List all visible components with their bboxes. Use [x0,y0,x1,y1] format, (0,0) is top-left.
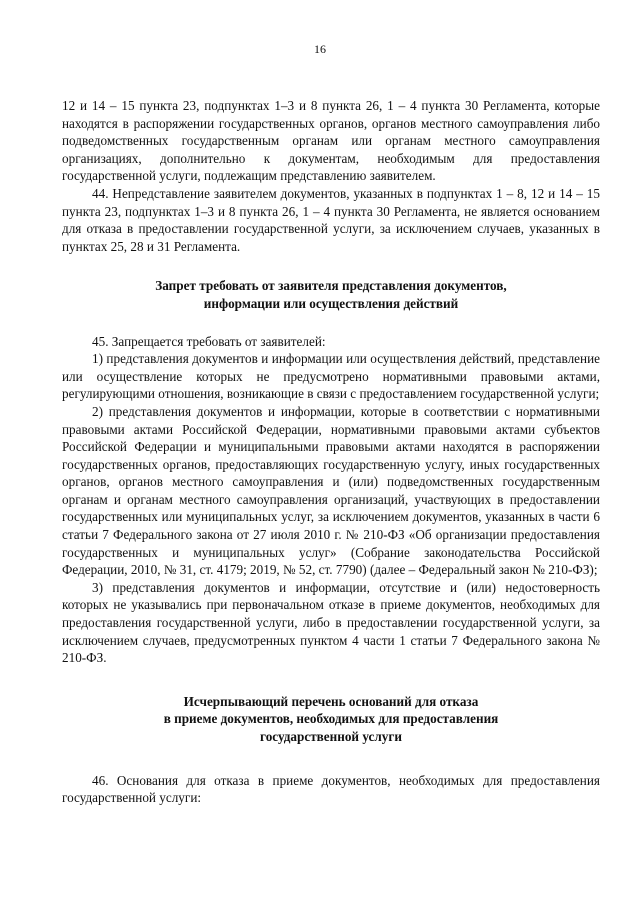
section-heading-prohibition [62,277,600,312]
section-heading-refusal-grounds [62,693,600,746]
paragraph-45-item-3: 3) представления документов и информации, отсутствие и (или) недостоверность которых не указывались при первоначальном отказе в приеме документов, необходимых для предоставления государственной услуги, либо в предоставлении государственной услуги, за исключением случаев, предусмотренных пунктом 4 части 1 статьи 7 Федерального закона № 210-ФЗ. [62,579,600,666]
paragraph-46: 46. Основания для отказа в приеме документов, необходимых для предоставления государственной услуги: [62,772,600,806]
heading-line: информации или осуществления действий [203,295,459,311]
heading-line: Запрет требовать от заявителя представления документов, [155,278,507,294]
paragraph-45-intro: 45. Запрещается требовать от заявителей: [92,333,326,349]
paragraph-45-item-1: 1) представления документов и информации или осуществления действий, представление или осуществление которых не предусмотрено нормативными правовыми актами, регулирующими отношения, возникающие в связи с предоставлением государственной услуги; [62,351,600,402]
paragraph-44: 44. Непредставление заявителем документов, указанных в подпунктах 1 – 8, 12 и 14 – 15 пункта 23, подпунктах 1–3 и 8 пункта 26, 1 – 4 пункта 30 Регламента, не является основанием для отказа в предоставлении государственной услуги, за исключением случаев, указанных в пунктах 25, 28 и 31 Регламента. [62,185,600,254]
heading-line: государственной услуги [260,729,402,744]
paragraph-45-item-2: 2) представления документов и информации, которые в соответствии с нормативными правовыми актами Российской Федерации, нормативными правовыми актами субъектов Российской Федерации и муниципальными правовыми актами находятся в распоряжении государственных органов, предоставляющих государственную услугу, иных государственных органов, органов местного самоуправления и (или) подведомственных государственным органам и органам местного самоуправления организаций, участвующих в предоставлении государственных или муниципальных услуг, за исключением документов, указанных в части 6 статьи 7 Федерального закона от 27 июля 2010 г. № 210-ФЗ «Об организации предоставления государственных и муниципальных услуг» (Собрание законодательства Российской Федерации, 2010, № 31, ст. 4179; 2019, № 52, ст. 7790) (далее – Федеральный закон № 210-ФЗ); [62,403,600,578]
heading-line: Исчерпывающий перечень оснований для отказа [183,693,479,709]
heading-line: в приеме документов, необходимых для предоставления [163,711,499,727]
page-number: 16 [314,42,326,56]
paragraph-continuation: 12 и 14 – 15 пункта 23, подпунктах 1–3 и 8 пункта 26, 1 – 4 пункта 30 Регламента, которые находятся в распоряжении государственных органов, органов местного самоуправления либо подведомственных государственным органам или органам местного самоуправления организациях, дополнительно к документам, необходимым для предоставления государственной услуги, подлежащим представлению заявителем. [62,98,600,184]
document-body [62,97,600,807]
